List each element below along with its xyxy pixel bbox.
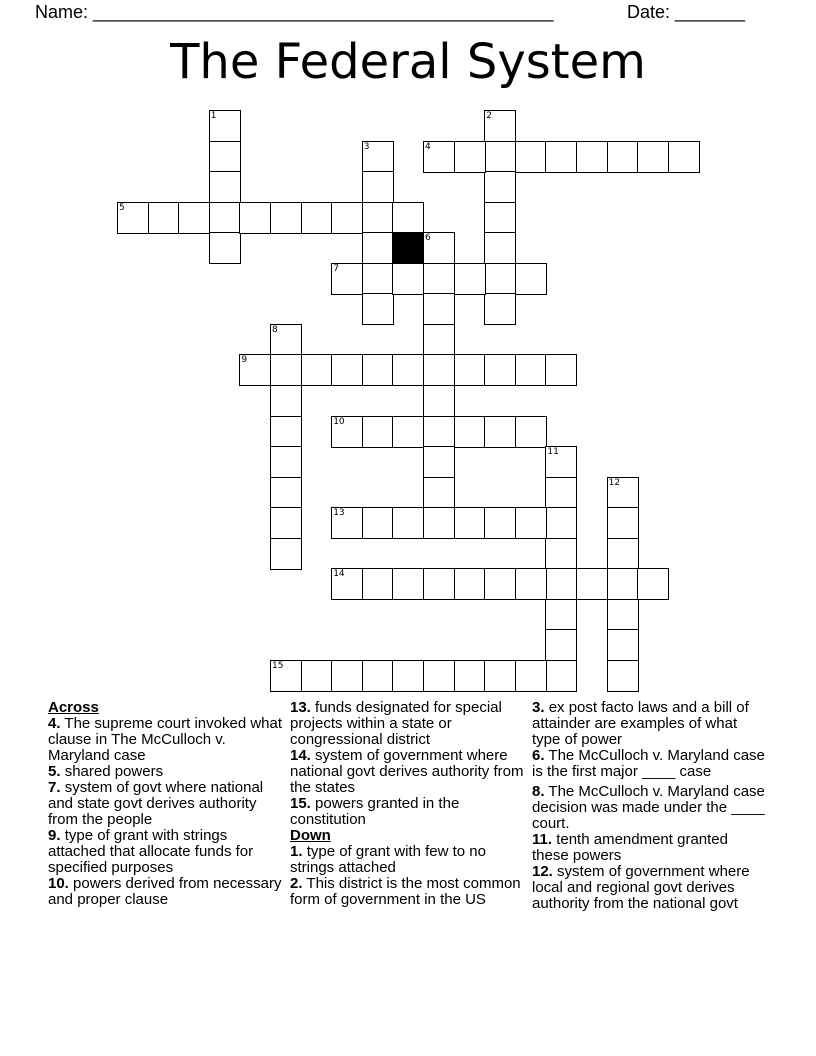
- crossword-cell[interactable]: [239, 202, 271, 234]
- crossword-cell[interactable]: [576, 568, 608, 600]
- crossword-cell[interactable]: [270, 385, 302, 417]
- crossword-cell[interactable]: [362, 507, 394, 539]
- crossword-cell[interactable]: [392, 263, 424, 295]
- cell-number: 1: [210, 111, 217, 121]
- crossword-cell[interactable]: [392, 202, 424, 234]
- crossword-cell[interactable]: [178, 202, 210, 234]
- crossword-cell[interactable]: [270, 660, 302, 692]
- crossword-cell[interactable]: [484, 660, 516, 692]
- crossword-cell[interactable]: [331, 354, 363, 386]
- crossword-cell[interactable]: [454, 263, 486, 295]
- clue-number: 2.: [290, 875, 303, 892]
- down-clue: [532, 700, 767, 748]
- across-clue: [290, 748, 530, 796]
- crossword-cell[interactable]: [209, 110, 241, 142]
- crossword-cell[interactable]: [545, 446, 577, 478]
- crossword-cell[interactable]: [331, 660, 363, 692]
- crossword-cell[interactable]: [362, 232, 394, 264]
- clue-number: 9.: [48, 827, 61, 844]
- crossword-cell[interactable]: [515, 263, 547, 295]
- clue-number: 15.: [290, 795, 311, 812]
- name-field-label: Name: ______________________________________________: [35, 2, 554, 22]
- black-cell: [392, 232, 424, 264]
- crossword-cell[interactable]: [270, 354, 302, 386]
- crossword-cell[interactable]: [515, 660, 547, 692]
- crossword-cell[interactable]: [545, 538, 577, 570]
- crossword-cell[interactable]: [484, 507, 516, 539]
- crossword-cell[interactable]: [362, 354, 394, 386]
- crossword-cell[interactable]: [454, 354, 486, 386]
- cell-number: 12: [608, 477, 621, 488]
- crossword-cell[interactable]: [484, 171, 516, 203]
- down-clue: [290, 876, 530, 908]
- across-clue: [48, 716, 288, 764]
- cell-number: 13: [333, 508, 345, 519]
- across-clue: [48, 876, 288, 908]
- clue-text: powers derived from necessary and proper clause: [48, 875, 282, 908]
- crossword-cell[interactable]: [392, 568, 424, 600]
- clue-text: shared powers: [64, 763, 164, 780]
- crossword-cell[interactable]: [331, 202, 363, 234]
- crossword-cell[interactable]: [607, 507, 639, 539]
- crossword-cell[interactable]: [270, 324, 302, 356]
- date-field-label: Date: _______: [627, 2, 746, 22]
- clue-text: The McCulloch v. Maryland case is the first major ____ case: [532, 747, 765, 780]
- crossword-cell[interactable]: [484, 141, 516, 173]
- cell-number: 15: [272, 660, 284, 671]
- crossword-cell[interactable]: [423, 416, 455, 448]
- crossword-cell[interactable]: [423, 568, 455, 600]
- crossword-cell[interactable]: [545, 660, 577, 692]
- crossword-cell[interactable]: [301, 354, 333, 386]
- crossword-cell[interactable]: [668, 141, 700, 173]
- cell-number: 10: [333, 416, 345, 427]
- crossword-cell[interactable]: [392, 507, 424, 539]
- crossword-cell[interactable]: [607, 477, 639, 509]
- clue-text: powers granted in the constitution: [290, 795, 460, 828]
- crossword-cell[interactable]: [270, 446, 302, 478]
- down-heading: Down: [290, 827, 331, 844]
- cell-number: 4: [425, 141, 431, 152]
- clue-number: 1.: [290, 843, 303, 860]
- crossword-cell[interactable]: [239, 354, 271, 386]
- crossword-cell[interactable]: [209, 141, 241, 173]
- down-clue: [532, 748, 767, 780]
- crossword-cell[interactable]: [270, 202, 302, 234]
- crossword-cell[interactable]: [270, 416, 302, 448]
- crossword-cell[interactable]: [148, 202, 180, 234]
- crossword-cell[interactable]: [545, 507, 577, 539]
- page-title: The Federal System: [170, 34, 646, 90]
- crossword-cell[interactable]: [607, 660, 639, 692]
- clue-text: type of grant with few to no strings attached: [290, 843, 486, 876]
- crossword-cell[interactable]: [423, 385, 455, 417]
- crossword-cell[interactable]: [209, 232, 241, 264]
- clue-text: system of government where local and regional govt derives authority from the national govt: [532, 863, 750, 912]
- crossword-cell[interactable]: [637, 141, 669, 173]
- crossword-cell[interactable]: [637, 568, 669, 600]
- crossword-cell[interactable]: [362, 568, 394, 600]
- crossword-cell[interactable]: [270, 507, 302, 539]
- clue-text: The McCulloch v. Maryland case decision was made under the ____ court.: [532, 783, 765, 832]
- crossword-cell[interactable]: [515, 354, 547, 386]
- clue-number: 4.: [48, 715, 61, 732]
- crossword-cell[interactable]: [484, 263, 516, 295]
- crossword-cell[interactable]: [270, 477, 302, 509]
- crossword-cell[interactable]: [607, 568, 639, 600]
- crossword-cell[interactable]: [331, 416, 363, 448]
- crossword-cell[interactable]: [423, 263, 455, 295]
- across-heading: Across: [48, 699, 99, 716]
- crossword-cell[interactable]: [423, 446, 455, 478]
- crossword-cell[interactable]: [423, 293, 455, 325]
- cell-number: 6: [425, 233, 431, 244]
- clue-text: type of grant with strings attached that allocate funds for specified purposes: [48, 827, 254, 876]
- crossword-cell[interactable]: [484, 232, 516, 264]
- clue-text: tenth amendment granted these powers: [532, 831, 728, 864]
- down-clue: [532, 864, 767, 912]
- clues-column-2: [290, 700, 530, 908]
- crossword-cell[interactable]: [362, 660, 394, 692]
- crossword-cell[interactable]: [545, 599, 577, 631]
- crossword-cell[interactable]: [209, 202, 241, 234]
- across-clue: [48, 780, 288, 828]
- crossword-cell[interactable]: [515, 507, 547, 539]
- crossword-cell[interactable]: [362, 293, 394, 325]
- crossword-cell[interactable]: [454, 568, 486, 600]
- cell-number: 7: [333, 263, 339, 274]
- crossword-cell[interactable]: [117, 202, 149, 234]
- crossword-cell[interactable]: [607, 538, 639, 570]
- crossword-cell[interactable]: [515, 568, 547, 600]
- clue-text: This district is the most common form of government in the US: [290, 875, 521, 908]
- crossword-cell[interactable]: [454, 416, 486, 448]
- down-clue: [532, 832, 767, 864]
- crossword-cell[interactable]: [576, 141, 608, 173]
- crossword-cell[interactable]: [484, 568, 516, 600]
- clue-text: system of govt where national and state govt derives authority from the people: [48, 779, 264, 828]
- crossword-cell[interactable]: [392, 660, 424, 692]
- crossword-cell[interactable]: [484, 416, 516, 448]
- cell-number: 11: [547, 447, 559, 458]
- clue-number: 8.: [532, 783, 545, 800]
- crossword-cell[interactable]: [545, 629, 577, 661]
- crossword-cell[interactable]: [545, 568, 577, 600]
- across-clue: [290, 796, 530, 828]
- cell-number: 8: [272, 324, 278, 335]
- cell-number: 14: [333, 569, 345, 580]
- clue-text: funds designated for special projects within a state or congressional district: [290, 699, 502, 748]
- across-clue: [48, 764, 288, 780]
- crossword-cell[interactable]: [362, 141, 394, 173]
- crossword-cell[interactable]: [362, 263, 394, 295]
- crossword-cell[interactable]: [331, 507, 363, 539]
- crossword-cell[interactable]: [423, 660, 455, 692]
- crossword-cell[interactable]: [362, 171, 394, 203]
- clue-text: system of government where national govt derives authority from the states: [290, 747, 524, 796]
- across-clue: [290, 700, 530, 748]
- crossword-cell[interactable]: [362, 202, 394, 234]
- clue-number: 3.: [532, 699, 545, 716]
- crossword-cell[interactable]: [607, 629, 639, 661]
- clue-number: 10.: [48, 875, 69, 892]
- across-clue: [48, 828, 288, 876]
- crossword-cell[interactable]: [423, 324, 455, 356]
- crossword-cell[interactable]: [454, 141, 486, 173]
- crossword-cell[interactable]: [392, 354, 424, 386]
- crossword-cell[interactable]: [270, 538, 302, 570]
- crossword-cell[interactable]: [209, 171, 241, 203]
- crossword-cell[interactable]: [515, 141, 547, 173]
- down-clue: [532, 784, 767, 832]
- crossword-cell[interactable]: [607, 599, 639, 631]
- clue-number: 14.: [290, 747, 311, 764]
- crossword-cell[interactable]: [331, 568, 363, 600]
- crossword-cell[interactable]: [423, 477, 455, 509]
- clue-number: 5.: [48, 763, 61, 780]
- clue-text: ex post facto laws and a bill of attainder are examples of what type of power: [532, 699, 749, 748]
- crossword-cell[interactable]: [392, 416, 424, 448]
- crossword-cell[interactable]: [423, 507, 455, 539]
- clue-number: 7.: [48, 779, 61, 796]
- crossword-cell[interactable]: [484, 110, 516, 142]
- crossword-cell[interactable]: [515, 416, 547, 448]
- crossword-cell[interactable]: [454, 507, 486, 539]
- clue-number: 13.: [290, 699, 311, 716]
- down-clue: [290, 844, 530, 876]
- cell-number: 5: [119, 202, 125, 213]
- crossword-cell[interactable]: [331, 263, 363, 295]
- clues-column-1: [48, 700, 288, 908]
- clue-number: 11.: [532, 831, 553, 848]
- clue-text: The supreme court invoked what clause in The McCulloch v. Maryland case: [48, 715, 283, 764]
- crossword-cell[interactable]: [423, 354, 455, 386]
- crossword-cell[interactable]: [454, 660, 486, 692]
- crossword-cell[interactable]: [362, 416, 394, 448]
- crossword-cell[interactable]: [484, 293, 516, 325]
- cell-number: 2: [486, 111, 492, 121]
- crossword-cell[interactable]: [545, 141, 577, 173]
- crossword-cell[interactable]: [301, 202, 333, 234]
- clue-number: 6.: [532, 747, 545, 764]
- crossword-cell[interactable]: [545, 477, 577, 509]
- crossword-cell[interactable]: [484, 202, 516, 234]
- crossword-cell[interactable]: [301, 660, 333, 692]
- crossword-cell[interactable]: [423, 232, 455, 264]
- cell-number: 3: [363, 141, 370, 152]
- clue-number: 12.: [532, 863, 553, 880]
- cell-number: 9: [241, 355, 248, 366]
- crossword-cell[interactable]: [484, 354, 516, 386]
- crossword-cell[interactable]: [423, 141, 455, 173]
- crossword-cell[interactable]: [607, 141, 639, 173]
- clues-column-3: [532, 700, 767, 912]
- crossword-cell[interactable]: [545, 354, 577, 386]
